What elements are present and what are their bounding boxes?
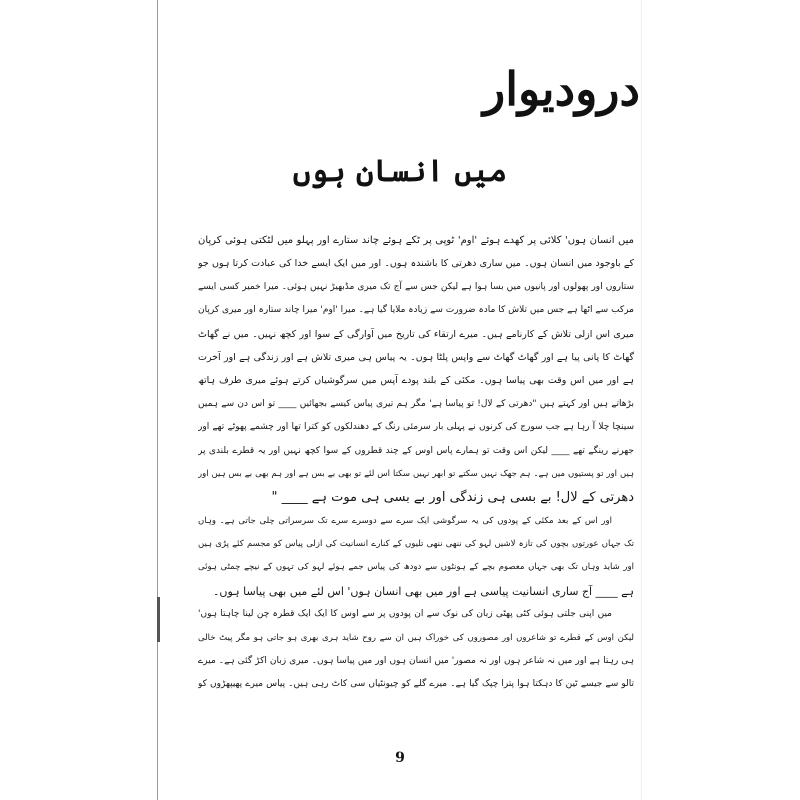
text-line: بڑھاتے ہیں اور کہتے ہیں "دھرتی کے لال! تو پیاسا ہے' مگر ہم تیری پیاس کیسے بجھائیں ____ تو اس دن سے ہمیں	[198, 398, 634, 409]
text-line: لیکن اوس کے قطرے تو شاعروں اور مصوروں کی خوراک ہیں ان سے روح شاید ہری بھری ہو جاتی ہو مگر پیٹ خالی	[198, 632, 634, 643]
text-line: مرکب سے اٹھا ہے جس میں تلاش کا مادہ ضرورت سے زیادہ ملایا گیا ہے۔ میرا 'اوم' میرا چاند ستارہ اور میری کرپان	[198, 305, 634, 316]
chapter-title: میں انسان ہوں	[292, 154, 508, 189]
text-line: ہے ____ آج ساری انسانیت پیاسی ہے اور میں بھی انسان ہوں' اس لئے میں بھی پیاسا ہوں۔	[212, 584, 634, 598]
page-right-edge	[641, 0, 642, 800]
body-text	[198, 229, 634, 697]
text-line: اور شاید وہاں تک بھی جہاں معصوم بچے کے ہونٹوں سے دودھ کی پیاس جمے ہوئے لہو کی تہوں کے نیچے چمٹی ہوئی	[198, 562, 634, 573]
text-line: میں انسان ہوں' کلائی پر کھدے ہوئے 'اوم' ٹوپی پر ٹکے ہوئے چاند ستارے اور پہلو میں لٹکتی ہوئی کرپان	[198, 235, 634, 246]
page-number: 9	[395, 750, 405, 766]
book-title: درودیوار	[483, 62, 640, 116]
binding-shadow-mark	[157, 597, 160, 642]
text-line: میری اس ازلی تلاش کے کارنامے ہیں۔ میرے ارتقاء کی تاریخ میں آوارگی کے سوا اور کچھ نہیں۔ میں نے گھاٹ	[198, 328, 634, 340]
text-line: سینچا چلا آ رہا ہے جب سورج کی کرنوں نے پہلی بار سرمئی رنگ کے دھندلکوں کو کترا تھا اور چشمے پھوٹے تھے اور	[198, 422, 634, 433]
page-binding-edge	[157, 0, 158, 800]
text-line: کے باوجود میں انسان ہوں۔ میں ساری دھرتی کا باشندہ ہوں۔ اور میں ایک ایسے خدا کی عبادت کرتا ہوں جو	[198, 258, 634, 270]
text-line: ستاروں اور پھولوں اور پانیوں میں بسا ہوا ہے لیکن جس سے آج تک میری مڈبھیڑ نہیں ہوئی۔ میرا خمیر کسی ایسے	[198, 281, 634, 292]
text-line: ہے اور میں اس وقت بھی پیاسا ہوں۔ مکئی کے بلند پودے آپس میں سرگوشیاں کرتے ہوئے میری طرف ہاتھ	[198, 375, 634, 387]
text-line: ہی رہتا ہے اور میں نہ شاعر ہوں اور نہ مصور' میں انسان ہوں اور میں پیاسا ہوں۔ میری زبان اکڑ گئی ہے۔ میرے	[198, 656, 634, 667]
text-line: دھرتی کے لال! بے بسی ہی زندگی اور بے بسی ہی موت ہے ____ "	[271, 490, 634, 506]
text-line: تک جہاں عورتوں بچوں کی تازہ لاشیں لہو کی ننھی ننھی تلیوں کے کنارے انسانیت کی ازلی پیاس کو مجسم کئے پڑی ہیں	[198, 539, 634, 550]
text-line: جھرنے رینگے تھے ____ لیکن اس وقت تو ہمارے پاس اوس کے چند قطروں کے سوا کچھ نہیں اور یہ قطرے بلندی پر	[198, 445, 634, 456]
text-line: تالو سے جیسے ٹین کا دہکتا ہوا پترا چپک گیا ہے۔ میرے گلے کو چیونٹیاں سی کاٹ رہی ہیں۔ پیاس میرے پھیپھڑوں کو	[198, 679, 634, 690]
text-line: اور اس کے بعد مکئی کے پودوں کی یہ سرگوشی ایک سرے سے دوسرے سرے تک سرسراتی چلی جاتی ہے۔ وہاں	[198, 515, 612, 526]
text-line: ہیں اور تو پستیوں میں ہے۔ ہم جھک نہیں سکتے تو ابھر نہیں سکتا اس لئے تو بھی بے بس ہے اور ہم بھی بے بس ہیں اور	[198, 468, 634, 479]
text-line: میں اپنی جلتی ہوئی کٹی پھٹی زبان کی نوک سے ان پودوں پر سے اوس کا ایک ایک قطرہ چن لینا چاہتا ہوں'	[198, 609, 612, 620]
text-line: گھاٹ کا پانی پیا ہے اور گھاٹ گھاٹ سے واپس پلٹا ہوں۔ یہ پیاس ہی میری تلاش ہے اور زندگی ہے اور آخرت	[198, 351, 634, 363]
